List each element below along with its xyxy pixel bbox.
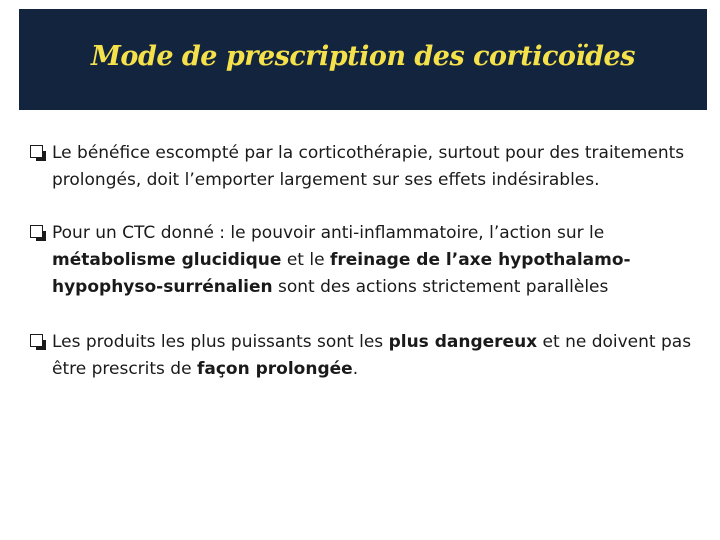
bullet-bold-text: freinage de l’axe hypothalamo-hypophyso-surrénalien xyxy=(52,250,631,297)
bullet-bold-text: métabolisme glucidique xyxy=(52,250,282,270)
bullet-text: Pour un CTC donné : le pouvoir anti-inflammatoire, l’action sur le xyxy=(52,223,605,243)
bullet-item xyxy=(30,220,700,301)
checkbox-square-icon xyxy=(30,145,43,158)
bullet-text: Le bénéfice escompté par la corticothérapie, surtout pour des traitements prolongés, doit l’emporter largement sur ses effets indésirables. xyxy=(52,143,685,190)
bullet-item xyxy=(30,140,700,194)
title-bar xyxy=(19,9,707,110)
bullet-text: et le xyxy=(281,250,330,270)
bullet-bold-text: façon prolongée xyxy=(196,359,353,379)
bullet-text: et ne doivent pas être prescrits de xyxy=(52,332,692,379)
bullet-bold-text: plus dangereux xyxy=(388,332,538,352)
bullet-item xyxy=(30,329,700,383)
bullet-text: sont des actions strictement parallèles xyxy=(272,277,609,297)
bullet-list xyxy=(30,140,700,383)
checkbox-square-icon xyxy=(30,225,43,238)
slide-title: Mode de prescription des corticoïdes xyxy=(91,41,635,72)
checkbox-square-icon xyxy=(30,334,43,347)
bullet-text: Les produits les plus puissants sont les xyxy=(52,332,389,352)
bullet-text: . xyxy=(352,359,359,379)
